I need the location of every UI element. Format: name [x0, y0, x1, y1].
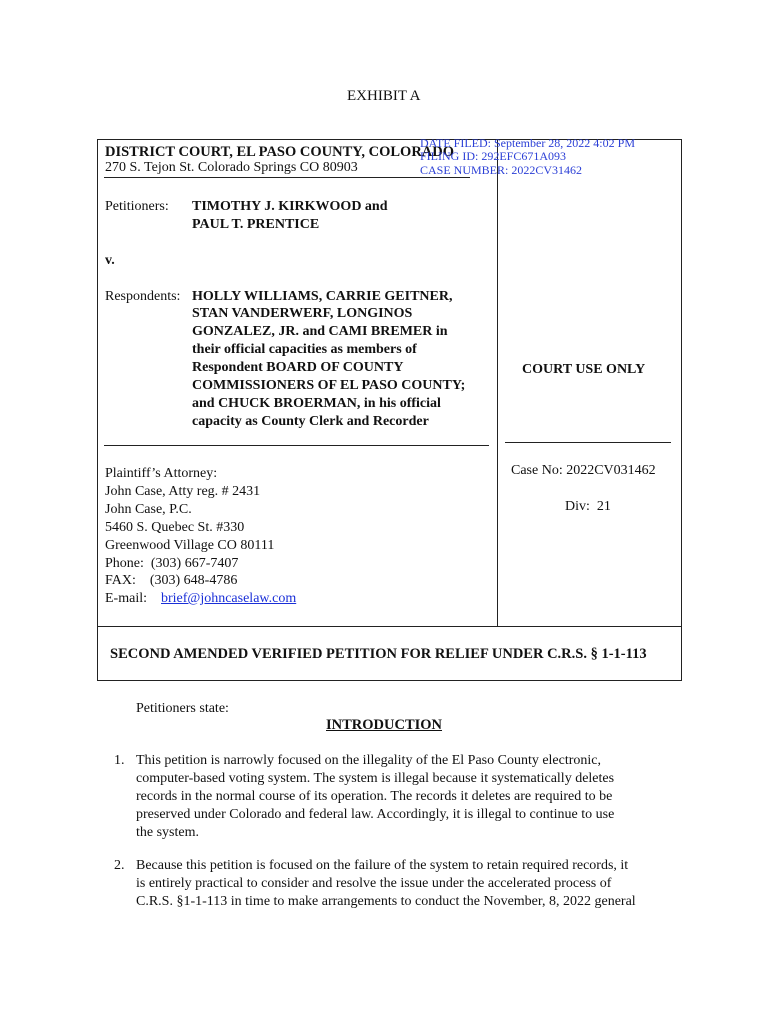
- exhibit-label: EXHIBIT A: [347, 88, 421, 104]
- respondents-line: their official capacities as members of: [192, 342, 417, 357]
- intro-line: Petitioners state:: [136, 701, 229, 716]
- item-line: C.R.S. §1-1-113 in time to make arrangements to conduct the November, 8, 2022 general: [136, 894, 636, 909]
- attorney-line: Greenwood Village CO 80111: [105, 538, 275, 553]
- item-line: records in the normal course of its operation. The records it deletes are required to be: [136, 789, 613, 804]
- email-label: E-mail:: [105, 591, 147, 606]
- respondents-line: capacity as County Clerk and Recorder: [192, 414, 429, 429]
- court-use-only: COURT USE ONLY: [522, 362, 646, 377]
- item-number: 1.: [114, 753, 125, 768]
- item-line: Because this petition is focused on the failure of the system to retain required records, it: [136, 858, 629, 873]
- respondents-line: and CHUCK BROERMAN, in his official: [192, 396, 441, 411]
- item-number: 2.: [114, 858, 125, 873]
- caption-bottom-border: [97, 680, 682, 681]
- attorney-line: John Case, Atty reg. # 2431: [105, 484, 261, 499]
- petitioners-label: Petitioners:: [105, 199, 169, 214]
- respondents-line: COMMISSIONERS OF EL PASO COUNTY;: [192, 378, 466, 393]
- stamp-date-filed: DATE FILED: September 28, 2022 4:02 PM: [420, 136, 635, 150]
- document-title: SECOND AMENDED VERIFIED PETITION FOR RELIEF UNDER C.R.S. § 1-1-113: [110, 646, 647, 662]
- caption-right-border: [681, 139, 682, 681]
- court-name: DISTRICT COURT, EL PASO COUNTY, COLORADO: [105, 144, 455, 160]
- attorney-phone: Phone: (303) 667-7407: [105, 556, 239, 571]
- court-address-rule: [104, 177, 470, 178]
- parties-rule: [104, 445, 489, 446]
- court-use-rule: [505, 442, 671, 443]
- item-line: preserved under Colorado and federal law. Accordingly, it is illegal to continue to use: [136, 807, 615, 822]
- stamp-case-number: CASE NUMBER: 2022CV31462: [420, 163, 583, 177]
- respondents-line: STAN VANDERWERF, LONGINOS: [192, 306, 413, 321]
- respondents-label: Respondents:: [105, 289, 181, 304]
- attorney-fax: FAX: (303) 648-4786: [105, 573, 238, 588]
- respondents-line: Respondent BOARD OF COUNTY: [192, 360, 404, 375]
- stamp-filing-id: FILING ID: 292EFC671A093: [420, 149, 566, 163]
- item-line: This petition is narrowly focused on the illegality of the El Paso County electronic,: [136, 753, 602, 768]
- attorney-line: Plaintiff’s Attorney:: [105, 466, 218, 481]
- caption-column-divider: [497, 139, 498, 626]
- email-link[interactable]: brief@johncaselaw.com: [161, 591, 297, 606]
- petitioners-line-1: TIMOTHY J. KIRKWOOD and: [192, 199, 388, 214]
- item-line: the system.: [136, 825, 199, 840]
- attorney-line: 5460 S. Quebec St. #330: [105, 520, 245, 535]
- item-line: computer-based voting system. The system is illegal because it systematically deletes: [136, 771, 615, 786]
- respondents-line: GONZALEZ, JR. and CAMI BREMER in: [192, 324, 448, 339]
- item-line: is entirely practical to consider and resolve the issue under the accelerated process of: [136, 876, 612, 891]
- petitioners-line-2: PAUL T. PRENTICE: [192, 217, 320, 232]
- attorney-line: John Case, P.C.: [105, 502, 192, 517]
- division: Div: 21: [565, 499, 611, 514]
- respondents-line: HOLLY WILLIAMS, CARRIE GEITNER,: [192, 289, 453, 304]
- court-address: 270 S. Tejon St. Colorado Springs CO 80903: [105, 160, 358, 175]
- versus: v.: [105, 253, 115, 268]
- section-heading: INTRODUCTION: [326, 717, 443, 733]
- caption-left-border: [97, 139, 98, 681]
- case-number: Case No: 2022CV031462: [511, 463, 656, 478]
- title-row-divider: [97, 626, 682, 627]
